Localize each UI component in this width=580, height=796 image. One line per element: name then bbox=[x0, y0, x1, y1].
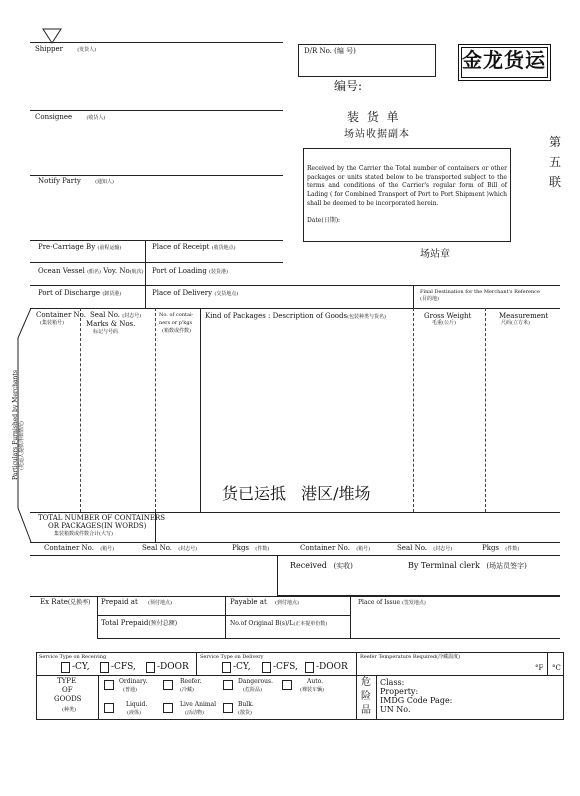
place-delivery-label: Place of Delivery (交货地点) bbox=[152, 289, 239, 297]
reefer-label-cn: (冷藏) bbox=[180, 687, 194, 693]
measurement-header: Measurement bbox=[499, 312, 549, 320]
container-row-pkgs: Pkgs (件数) bbox=[232, 544, 270, 552]
reefer-checkbox[interactable] bbox=[163, 680, 173, 690]
liquid-label-cn: (液体) bbox=[127, 710, 141, 716]
delivery-door-label: -DOOR bbox=[316, 662, 348, 672]
danger-char-2: 险 bbox=[361, 691, 371, 702]
type-goods-2: OF bbox=[62, 686, 73, 694]
ocean-vessel-label: Ocean Vessel (船名) Voy. No(航次) bbox=[38, 267, 144, 275]
no-of-header: No. of contai- bbox=[159, 312, 194, 318]
liquid-checkbox[interactable] bbox=[104, 703, 114, 713]
totals-line2: OR PACKAGES(IN WORDS) bbox=[48, 522, 147, 530]
danger-class-label: Class: bbox=[380, 678, 405, 687]
gross-weight-header: Gross Weight bbox=[424, 312, 472, 320]
container-row-container: Container No. (箱号) bbox=[44, 544, 115, 552]
container-no-header: Container No. bbox=[36, 311, 86, 319]
danger-un-label: UN No. bbox=[380, 705, 411, 714]
receiving-door-checkbox[interactable] bbox=[146, 662, 155, 673]
service-receiving-label: Service Type on Receiving bbox=[39, 654, 107, 660]
reefer-label: Reefer. bbox=[180, 678, 202, 685]
container-row-seal-2: Seal No. (封志号) bbox=[397, 544, 453, 552]
fahrenheit-label: °F bbox=[535, 664, 544, 672]
brand-name: 金龙货运 bbox=[462, 48, 546, 72]
payable-at-label: Payable at (到付地点) bbox=[230, 598, 299, 606]
container-row-container-2: Container No. (箱号) bbox=[300, 544, 371, 552]
port-discharge-label: Port of Discharge (卸货港) bbox=[38, 289, 122, 297]
final-destination-cn: (目的地) bbox=[420, 296, 439, 302]
type-goods-3: GOODS bbox=[54, 695, 82, 703]
arrived-stamp-text: 货已运抵 港区/堆场 bbox=[222, 484, 371, 503]
receiving-cy-label: -CY, bbox=[72, 662, 90, 672]
container-row-pkgs-2: Pkgs (件数) bbox=[482, 544, 520, 552]
place-issue-label: Place of Issue (签发地点) bbox=[358, 599, 426, 606]
dangerous-checkbox[interactable] bbox=[223, 680, 233, 690]
ordinary-label-cn: (普通) bbox=[123, 687, 137, 693]
service-delivery-label: Service Type on Delivery bbox=[200, 654, 264, 660]
receiving-cfs-label: -CFS, bbox=[111, 662, 136, 672]
live-animal-label-cn: (活动物) bbox=[185, 710, 204, 716]
delivery-cy-label: -CY, bbox=[233, 662, 251, 672]
bianhao-label: 编号: bbox=[334, 79, 363, 93]
receiving-cy-checkbox[interactable] bbox=[61, 662, 70, 673]
copy-label-2: 五 bbox=[549, 155, 562, 169]
terminal-clerk-label: By Terminal clerk (场站员签字) bbox=[408, 561, 527, 570]
receiving-door-label: -DOOR bbox=[157, 662, 189, 672]
bulk-label-cn: (散货) bbox=[238, 710, 252, 716]
final-destination-label: Final Destination for the Merchant's Reference bbox=[420, 289, 540, 295]
received-label: Received (实收) bbox=[290, 561, 353, 570]
side-label: Particulars Furnished by Merchants (托运人提供详细情况) bbox=[12, 370, 26, 480]
celsius-label: °C bbox=[552, 664, 561, 672]
delivery-cfs-checkbox[interactable] bbox=[262, 662, 271, 673]
page-title: 装 货 单 bbox=[347, 110, 399, 124]
ordinary-label: Ordinary. bbox=[119, 678, 148, 685]
ex-rate-label: Ex Rate(兑换率) bbox=[40, 598, 91, 606]
delivery-cy-checkbox[interactable] bbox=[222, 662, 231, 673]
type-goods-cn: (种类) bbox=[62, 707, 76, 713]
danger-char-3: 品 bbox=[361, 705, 371, 716]
danger-property-label: Property: bbox=[380, 687, 419, 696]
delivery-cfs-label: -CFS, bbox=[273, 662, 298, 672]
live-animal-checkbox[interactable] bbox=[163, 703, 173, 713]
receiving-cfs-checkbox[interactable] bbox=[100, 662, 109, 673]
consignee-label: Consignee (收货人) bbox=[35, 113, 106, 121]
totals-line1: TOTAL NUMBER OF CONTAINERS bbox=[38, 514, 166, 522]
live-animal-label: Live Animal bbox=[180, 701, 217, 708]
copy-label-3: 联 bbox=[549, 175, 562, 189]
kind-header: Kind of Packages : Description of Goods(包装种类与货名) bbox=[205, 312, 387, 320]
place-receipt-label: Place of Receipt (收货地点) bbox=[152, 243, 236, 251]
station-stamp-label: 场站章 bbox=[420, 249, 450, 260]
liquid-label: Liquid. bbox=[126, 701, 148, 708]
gross-weight-header-cn: 毛重(公斤) bbox=[432, 320, 456, 326]
ordinary-checkbox[interactable] bbox=[104, 680, 114, 690]
marks-header: Marks & Nos. bbox=[86, 320, 136, 328]
delivery-door-checkbox[interactable] bbox=[305, 662, 314, 673]
danger-char-1: 危 bbox=[361, 677, 371, 688]
seal-no-header: Seal No. (封志号) bbox=[90, 311, 142, 319]
doc-no-label: D/R No. (编 号) bbox=[304, 47, 356, 55]
auto-checkbox[interactable] bbox=[282, 680, 292, 690]
dangerous-label-cn: (危险品) bbox=[243, 687, 262, 693]
container-no-header-cn: (集装箱号) bbox=[40, 320, 64, 326]
bulk-label: Bulk. bbox=[238, 701, 254, 708]
bulk-checkbox[interactable] bbox=[223, 703, 233, 713]
auto-label: Auto. bbox=[307, 678, 324, 685]
container-row-seal: Seal No. (封志号) bbox=[142, 544, 198, 552]
reefer-temp-label: Reefer Temperature Required(冷藏温度) bbox=[360, 654, 461, 660]
danger-imdg-label: IMDG Code Page: bbox=[380, 696, 453, 705]
precarriage-label: Pre-Carriage By (前程运输) bbox=[38, 243, 122, 251]
notify-party-label: Notify Party (通知人) bbox=[38, 177, 114, 185]
prepaid-at-label: Prepaid at (预付地点) bbox=[101, 598, 172, 606]
no-of-header-2: ners or p'kgs bbox=[159, 320, 193, 326]
measurement-header-cn: 尺码(立方米) bbox=[501, 320, 530, 326]
copy-label-1: 第 bbox=[549, 135, 562, 149]
receipt-date: Date(日期): bbox=[307, 217, 341, 224]
total-prepaid-label: Total Prepaid(预付总额) bbox=[101, 619, 178, 627]
no-of-header-cn: (箱数或件数) bbox=[162, 328, 191, 334]
receipt-text: Received by the Carrier the Total number of containers or other packages or units stated below to be transported subject to the terms and conditions of the Carrier's regular form of Bill of Lading ( for Combined Transport of Port to Port Shipment )which shall be deemed to be incorporated herein. bbox=[307, 165, 507, 207]
type-goods-1: TYPE bbox=[57, 677, 77, 685]
no-original-label: No.of Original B(s)/L(正本提单份数) bbox=[230, 620, 328, 627]
page-subtitle: 场站收据副本 bbox=[344, 129, 410, 140]
marks-header-cn: 标记与号码 bbox=[93, 329, 119, 335]
shipper-label: Shipper (发货人) bbox=[35, 45, 97, 53]
dangerous-label: Dangerous. bbox=[238, 678, 273, 685]
totals-cn: 集装箱数或件数合计(大写) bbox=[54, 531, 113, 537]
port-loading-label: Port of Loading (装货港) bbox=[152, 267, 228, 275]
auto-label-cn: (裸装车辆) bbox=[300, 687, 324, 693]
